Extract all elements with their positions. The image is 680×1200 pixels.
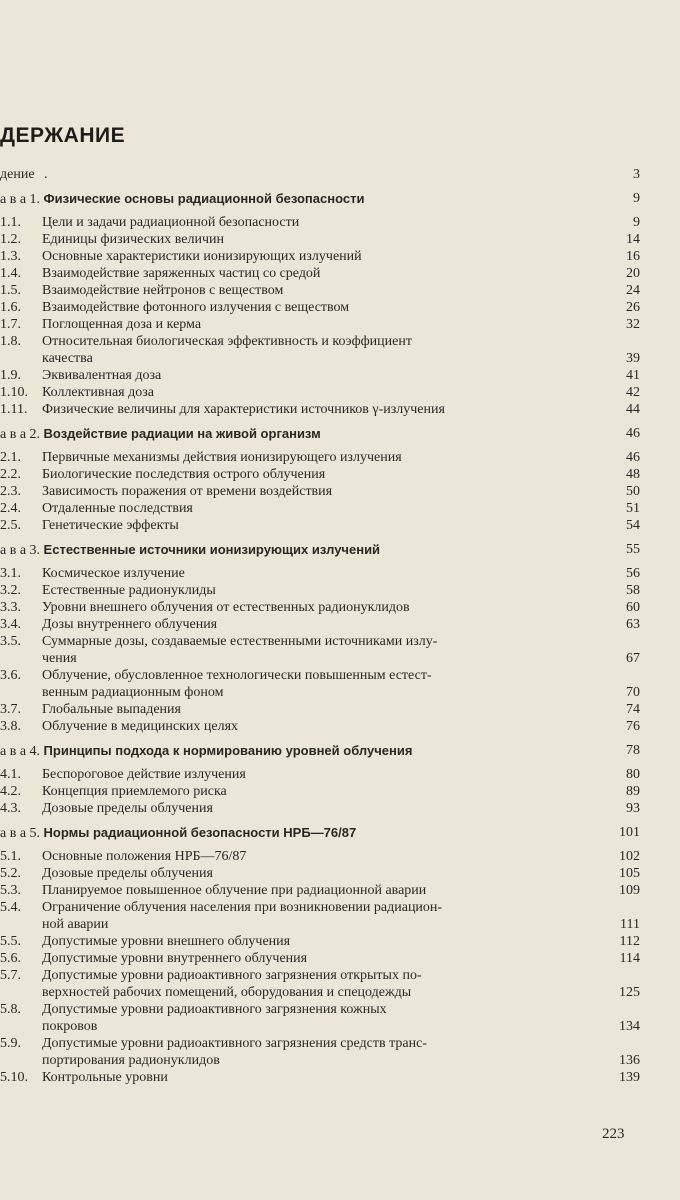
toc-page-number: 136 [619, 1053, 640, 1068]
toc-page-number: 56 [626, 566, 640, 581]
toc-entry-number: 1.1. [0, 215, 21, 230]
toc-entry-text: Отдаленные последствия [42, 501, 193, 516]
toc-entry-number: 3.8. [0, 719, 21, 734]
toc-entry-text: Допустимые уровни радиоактивного загрязнения открытых по- [42, 968, 422, 983]
toc-entry-text: дение [0, 167, 35, 182]
toc-page-number: 93 [626, 801, 640, 816]
toc-entry-text: Дозовые пределы облучения [42, 801, 213, 816]
toc-entry-number: 1.2. [0, 232, 21, 247]
toc-page-number: 112 [619, 934, 640, 949]
toc-entry-row [0, 299, 640, 316]
toc-entry-row [0, 248, 640, 265]
toc-entry-number: 5.4. [0, 900, 21, 915]
toc-entry-row [0, 882, 640, 899]
toc-entry-text-cont: чения [42, 651, 77, 666]
toc-page-number: 89 [626, 784, 640, 799]
toc-entry-text: Суммарные дозы, создаваемые естественными источниками излу- [42, 634, 438, 649]
toc-entry-row [0, 214, 640, 231]
toc-page-number: 74 [626, 702, 640, 717]
toc-entry-number: 5.1. [0, 849, 21, 864]
toc-page-number: 114 [619, 951, 640, 966]
toc-entry-number: 1.9. [0, 368, 21, 383]
toc-entry-text: Допустимые уровни радиоактивного загрязнения кожных [42, 1002, 387, 1017]
toc-entry-number: 5.9. [0, 1036, 21, 1051]
toc-page-number: 78 [626, 743, 640, 758]
toc-chapter-row [0, 541, 640, 559]
chapter-title: Воздействие радиации на живой организм [43, 426, 321, 441]
toc-entry-number: 3.4. [0, 617, 21, 632]
toc-entry-continuation [0, 916, 640, 933]
toc-entry-text: Беспороговое действие излучения [42, 767, 246, 782]
toc-entry-row [0, 483, 640, 500]
toc-entry-text: Взаимодействие нейтронов с веществом [42, 283, 284, 298]
toc-entry-row [0, 401, 640, 418]
toc-entry-row [0, 500, 640, 517]
toc-page-number: 42 [626, 385, 640, 400]
toc-entry-number: 5.6. [0, 951, 21, 966]
toc-entry-continuation [0, 684, 640, 701]
toc-entry-row [0, 800, 640, 817]
toc-entry-number: 5.7. [0, 968, 21, 983]
toc-entry-number: 2.1. [0, 450, 21, 465]
toc-entry-continuation [0, 650, 640, 667]
toc-entry-row [0, 899, 640, 916]
toc-entry-number: 1.6. [0, 300, 21, 315]
toc-entry-number: 5.10. [0, 1070, 28, 1085]
toc-page-number: 109 [619, 883, 640, 898]
toc-entry-text: Концепция приемлемого риска [42, 784, 227, 799]
toc-entry-number: 2.3. [0, 484, 21, 499]
toc-entry-text-cont: портирования радионуклидов [42, 1053, 220, 1068]
toc-entry-text: Дозы внутреннего облучения [42, 617, 218, 632]
toc-entry-row [0, 848, 640, 865]
toc-page-number: 32 [626, 317, 640, 332]
toc-entry-number: 5.5. [0, 934, 21, 949]
toc-entry-row [0, 599, 640, 616]
toc-entry-text: Взаимодействие заряженных частиц со средой [42, 266, 321, 281]
toc-entry-row [0, 565, 640, 582]
toc-entry-text: Физические величины для характеристики источников γ-излучения [42, 402, 445, 417]
toc-page-number: 58 [626, 583, 640, 598]
toc-entry-text: Глобальные выпадения [42, 702, 181, 717]
toc-page-number: 70 [626, 685, 640, 700]
toc-leader-dots: . [34, 167, 54, 182]
toc-entry-row [0, 582, 640, 599]
toc-page-number: 50 [626, 484, 640, 499]
toc-entry-text: Естественные радионуклиды [42, 583, 216, 598]
toc-entry-row [0, 701, 640, 718]
toc-entry-text: Относительная биологическая эффективность и коэффициент [42, 334, 412, 349]
toc-entry-text: Эквивалентная доза [42, 368, 162, 383]
toc-entry-text: Коллективная доза [42, 385, 154, 400]
toc-entry-row [0, 466, 640, 483]
toc-page-number: 46 [626, 426, 640, 441]
toc-page-number: 20 [626, 266, 640, 281]
toc-page-number: 63 [626, 617, 640, 632]
toc-page-number: 44 [626, 402, 640, 417]
toc-entry-row [0, 517, 640, 534]
toc-entry-text: Первичные механизмы действия ионизирующего излучения [42, 450, 402, 465]
chapter-title: Нормы радиационной безопасности НРБ—76/87 [43, 825, 357, 840]
toc-page-number: 76 [626, 719, 640, 734]
toc-entry-number: 1.4. [0, 266, 21, 281]
toc-page-number: 9 [633, 215, 640, 230]
toc-entry-row [0, 367, 640, 384]
toc-entry-row [0, 265, 640, 282]
toc-entry-text: Биологические последствия острого облучения [42, 467, 326, 482]
toc-entry-row [0, 783, 640, 800]
toc-entry-text-cont: ной аварии [42, 917, 109, 932]
table-of-contents [0, 166, 640, 1086]
toc-entry-number: 5.8. [0, 1002, 21, 1017]
toc-page-number: 67 [626, 651, 640, 666]
toc-entry-number: 1.8. [0, 334, 21, 349]
toc-entry-number: 3.3. [0, 600, 21, 615]
toc-entry-text-cont: покровов [42, 1019, 98, 1034]
toc-page-number: 139 [619, 1070, 640, 1085]
toc-chapter-row [0, 742, 640, 760]
toc-entry-text: Облучение, обусловленное технологически повышенным естест- [42, 668, 432, 683]
toc-entry-row [0, 449, 640, 466]
toc-entry-text: Контрольные уровни [42, 1070, 168, 1085]
toc-entry-text-cont: верхностей рабочих помещений, оборудования и спецодежды [42, 985, 412, 1000]
toc-entry-row [0, 933, 640, 950]
toc-entry-row [0, 616, 640, 633]
toc-entry-text: Основные характеристики ионизирующих излучений [42, 249, 362, 264]
toc-entry-number: 2.5. [0, 518, 21, 533]
toc-page-number: 51 [626, 501, 640, 516]
toc-entry-text-cont: качества [42, 351, 93, 366]
chapter-prefix: а в а 4. [0, 744, 44, 759]
page-number: 223 [602, 1126, 625, 1142]
toc-entry-text: Зависимость поражения от времени воздействия [42, 484, 333, 499]
toc-entry-number: 1.10. [0, 385, 28, 400]
toc-entry-text: Единицы физических величин [42, 232, 224, 247]
toc-chapter-row [0, 824, 640, 842]
toc-entry-text: Планируемое повышенное облучение при радиационной аварии [42, 883, 427, 898]
chapter-prefix: а в а 1. [0, 192, 44, 207]
toc-entry-text: Облучение в медицинских целях [42, 719, 239, 734]
toc-page-number: 54 [626, 518, 640, 533]
toc-entry-row [0, 633, 640, 650]
toc-entry-number: 2.2. [0, 467, 21, 482]
toc-page-number: 55 [626, 542, 640, 557]
toc-page-number: 48 [626, 467, 640, 482]
toc-entry-row [0, 967, 640, 984]
toc-entry-number: 3.2. [0, 583, 21, 598]
toc-entry-continuation [0, 350, 640, 367]
toc-page-number: 41 [626, 368, 640, 383]
toc-entry-number: 4.1. [0, 767, 21, 782]
toc-entry-row [0, 766, 640, 783]
toc-entry-text: Основные положения НРБ—76/87 [42, 849, 247, 864]
toc-entry-continuation [0, 984, 640, 1001]
toc-page-number: 46 [626, 450, 640, 465]
toc-entry-number: 5.3. [0, 883, 21, 898]
toc-entry-number: 1.11. [0, 402, 28, 417]
toc-page-number: 39 [626, 351, 640, 366]
toc-entry-text: Ограничение облучения населения при возникновении радиацион- [42, 900, 443, 915]
toc-entry-text: Генетические эффекты [42, 518, 179, 533]
toc-entry-number: 3.6. [0, 668, 21, 683]
toc-entry-row [0, 950, 640, 967]
toc-page-number: 111 [620, 917, 640, 932]
chapter-prefix: а в а 5. [0, 826, 44, 841]
toc-entry-text: Допустимые уровни внешнего облучения [42, 934, 291, 949]
chapter-title: Принципы подхода к нормированию уровней облучения [43, 743, 413, 758]
toc-entry-row [0, 282, 640, 299]
toc-entry-text: Уровни внешнего облучения от естественных радионуклидов [42, 600, 410, 615]
toc-entry-number: 2.4. [0, 501, 21, 516]
toc-entry-row [0, 1001, 640, 1018]
toc-entry-text: Дозовые пределы облучения [42, 866, 213, 881]
toc-entry-number: 1.5. [0, 283, 21, 298]
toc-entry-text: Взаимодействие фотонного излучения с веществом [42, 300, 350, 315]
toc-entry-number: 3.1. [0, 566, 21, 581]
toc-entry-number: 1.3. [0, 249, 21, 264]
toc-entry-continuation [0, 1052, 640, 1069]
chapter-title: Физические основы радиационной безопасности [43, 191, 365, 206]
toc-entry-row [0, 718, 640, 735]
chapter-prefix: а в а 3. [0, 543, 44, 558]
toc-entry-number: 1.7. [0, 317, 21, 332]
toc-page-number: 14 [626, 232, 640, 247]
toc-entry-number: 3.7. [0, 702, 21, 717]
toc-page-number: 134 [619, 1019, 640, 1034]
toc-entry-continuation [0, 1018, 640, 1035]
toc-page-number: 3 [633, 167, 640, 182]
toc-entry-row [0, 1069, 640, 1086]
toc-entry-number: 4.3. [0, 801, 21, 816]
chapter-title: Естественные источники ионизирующих излучений [43, 542, 381, 557]
toc-entry-row [0, 316, 640, 333]
toc-entry-number: 4.2. [0, 784, 21, 799]
toc-page-number: 26 [626, 300, 640, 315]
toc-entry-text: Допустимые уровни внутреннего облучения [42, 951, 308, 966]
chapter-prefix: а в а 2. [0, 427, 44, 442]
toc-page-number: 16 [626, 249, 640, 264]
toc-entry-text-cont: венным радиационным фоном [42, 685, 224, 700]
toc-page-number: 105 [619, 866, 640, 881]
toc-chapter-row [0, 425, 640, 443]
page-title: ДЕРЖАНИЕ [0, 124, 126, 147]
toc-entry-text: Космическое излучение [42, 566, 185, 581]
toc-intro-row [0, 166, 640, 183]
toc-entry-text: Допустимые уровни радиоактивного загрязнения средств транс- [42, 1036, 427, 1051]
toc-entry-number: 5.2. [0, 866, 21, 881]
toc-entry-row [0, 231, 640, 248]
toc-page-number: 102 [619, 849, 640, 864]
toc-page-number: 9 [633, 191, 640, 206]
toc-entry-row [0, 1035, 640, 1052]
toc-entry-text: Цели и задачи радиационной безопасности [42, 215, 300, 230]
toc-entry-row [0, 384, 640, 401]
toc-entry-row [0, 667, 640, 684]
toc-page-number: 24 [626, 283, 640, 298]
toc-page-number: 60 [626, 600, 640, 615]
toc-entry-row [0, 333, 640, 350]
toc-page-number: 101 [619, 825, 640, 840]
toc-entry-row [0, 865, 640, 882]
toc-entry-number: 3.5. [0, 634, 21, 649]
toc-page-number: 80 [626, 767, 640, 782]
toc-chapter-row [0, 190, 640, 208]
toc-entry-text: Поглощенная доза и керма [42, 317, 202, 332]
toc-page-number: 125 [619, 985, 640, 1000]
